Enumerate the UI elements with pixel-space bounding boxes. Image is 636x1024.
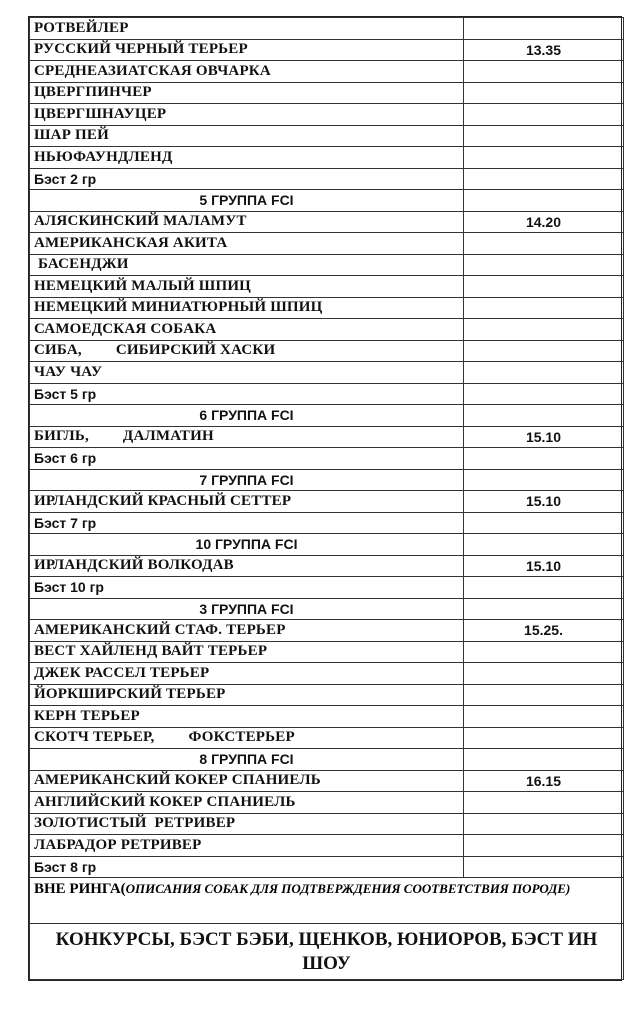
out-of-ring-cell [30, 878, 624, 924]
breed-row [30, 426, 624, 448]
ring-time [464, 18, 624, 40]
breed-name: ИРЛАНДСКИЙ ВОЛКОДАВ [30, 555, 464, 577]
ring-time [464, 663, 624, 685]
ring-time [464, 168, 624, 190]
breed-name: АЛЯСКИНСКИЙ МАЛАМУТ [30, 211, 464, 233]
group-header-row [30, 749, 624, 771]
ring-time [464, 727, 624, 749]
ring-time [464, 276, 624, 298]
ring-time [464, 147, 624, 169]
ring-time [464, 792, 624, 814]
breed-row [30, 104, 624, 126]
best-of-group-label: Бэст 10 гр [30, 577, 464, 599]
breed-name: ЙОРКШИРСКИЙ ТЕРЬЕР [30, 684, 464, 706]
breed-name: ЗОЛОТИСТЫЙ РЕТРИВЕР [30, 813, 464, 835]
best-of-group-row [30, 383, 624, 405]
ring-time [464, 82, 624, 104]
breed-name: НЬЮФАУНДЛЕНД [30, 147, 464, 169]
ring-time [464, 598, 624, 620]
group-title: 6 ГРУППА FCI [30, 405, 464, 427]
breed-name: НЕМЕЦКИЙ МАЛЫЙ ШПИЦ [30, 276, 464, 298]
ring-time [464, 534, 624, 556]
breed-row [30, 555, 624, 577]
out-of-ring-row [30, 878, 624, 924]
best-of-group-row [30, 577, 624, 599]
breed-row [30, 684, 624, 706]
breed-name: НЕМЕЦКИЙ МИНИАТЮРНЫЙ ШПИЦ [30, 297, 464, 319]
breed-name: КЕРН ТЕРЬЕР [30, 706, 464, 728]
breed-name: ФОКСТЕРЬЕР [188, 729, 295, 746]
ring-time [464, 706, 624, 728]
ring-time [464, 405, 624, 427]
breed-name: РОТВЕЙЛЕР [30, 18, 464, 40]
breed-row [30, 835, 624, 857]
breed-name: АМЕРИКАНСКИЙ СТАФ. ТЕРЬЕР [30, 620, 464, 642]
ring-time [464, 813, 624, 835]
breed-row [30, 770, 624, 792]
breed-row [30, 297, 624, 319]
group-header-row [30, 405, 624, 427]
ring-time [464, 233, 624, 255]
best-of-group-label: Бэст 5 гр [30, 383, 464, 405]
best-of-group-row [30, 512, 624, 534]
breed-row [30, 362, 624, 384]
breed-name: ВЕСТ ХАЙЛЕНД ВАЙТ ТЕРЬЕР [30, 641, 464, 663]
ring-time: 15.10 [464, 426, 624, 448]
out-of-ring-label: ВНЕ РИНГА( [34, 881, 126, 897]
best-of-group-label: Бэст 2 гр [30, 168, 464, 190]
breed-row [30, 620, 624, 642]
breed-name: ИРЛАНДСКИЙ КРАСНЫЙ СЕТТЕР [30, 491, 464, 513]
breed-name: РУССКИЙ ЧЕРНЫЙ ТЕРЬЕР [30, 39, 464, 61]
breed-row [30, 727, 624, 749]
breed-row [30, 706, 624, 728]
breed-row [30, 641, 624, 663]
breed-name: ЦВЕРГШНАУЦЕР [30, 104, 464, 126]
breed-name: АМЕРИКАНСКАЯ АКИТА [30, 233, 464, 255]
breed-row [30, 82, 624, 104]
best-of-group-row [30, 856, 624, 878]
schedule-rows [30, 18, 624, 878]
breed-name: ШАР ПЕЙ [30, 125, 464, 147]
schedule-sheet [28, 16, 622, 981]
ring-time [464, 125, 624, 147]
ring-time [464, 362, 624, 384]
breed-row [30, 147, 624, 169]
breed-name: ЛАБРАДОР РЕТРИВЕР [30, 835, 464, 857]
breed-row [30, 276, 624, 298]
final-contests-row [30, 924, 624, 980]
breed-name: ДАЛМАТИН [122, 428, 214, 445]
ring-time [464, 684, 624, 706]
ring-time [464, 104, 624, 126]
ring-time [464, 61, 624, 83]
ring-time [464, 340, 624, 362]
breed-row [30, 254, 624, 276]
breed-row [30, 663, 624, 685]
breed-name: СИБА, [34, 342, 82, 359]
group-header-row [30, 534, 624, 556]
breed-pair [30, 340, 464, 362]
breed-row [30, 813, 624, 835]
ring-time [464, 641, 624, 663]
breed-row [30, 319, 624, 341]
breed-name: ЦВЕРГПИНЧЕР [30, 82, 464, 104]
breed-row [30, 125, 624, 147]
breed-row [30, 211, 624, 233]
breed-name: СРЕДНЕАЗИАТСКАЯ ОВЧАРКА [30, 61, 464, 83]
group-header-row [30, 469, 624, 491]
ring-time [464, 835, 624, 857]
breed-name: БИГЛЬ, [34, 428, 89, 445]
best-of-group-label: Бэст 8 гр [30, 856, 464, 878]
ring-time [464, 856, 624, 878]
best-of-group-label: Бэст 6 гр [30, 448, 464, 470]
breed-name: ДЖЕК РАССЕЛ ТЕРЬЕР [30, 663, 464, 685]
breed-row [30, 491, 624, 513]
best-of-group-row [30, 168, 624, 190]
group-header-row [30, 190, 624, 212]
ring-time: 13.35 [464, 39, 624, 61]
final-contests-cell: КОНКУРСЫ, БЭСТ БЭБИ, ЩЕНКОВ, ЮНИОРОВ, БЭСТ ИН ШОУ [30, 924, 624, 980]
group-title: 7 ГРУППА FCI [30, 469, 464, 491]
breed-row [30, 340, 624, 362]
group-title: 3 ГРУППА FCI [30, 598, 464, 620]
group-title: 10 ГРУППА FCI [30, 534, 464, 556]
ring-time [464, 469, 624, 491]
breed-row [30, 233, 624, 255]
best-of-group-row [30, 448, 624, 470]
ring-time: 16.15 [464, 770, 624, 792]
ring-time: 14.20 [464, 211, 624, 233]
breed-row [30, 18, 624, 40]
breed-name: СКОТЧ ТЕРЬЕР, [34, 729, 155, 746]
ring-time [464, 749, 624, 771]
ring-time [464, 383, 624, 405]
ring-time: 15.10 [464, 491, 624, 513]
ring-time [464, 319, 624, 341]
ring-time [464, 297, 624, 319]
breed-name: СИБИРСКИЙ ХАСКИ [115, 342, 276, 359]
breed-row [30, 39, 624, 61]
ring-time: 15.10 [464, 555, 624, 577]
breed-name: САМОЕДСКАЯ СОБАКА [30, 319, 464, 341]
group-title: 8 ГРУППА FCI [30, 749, 464, 771]
ring-time [464, 190, 624, 212]
best-of-group-label: Бэст 7 гр [30, 512, 464, 534]
ring-time [464, 448, 624, 470]
group-header-row [30, 598, 624, 620]
breed-row [30, 792, 624, 814]
breed-name: БАСЕНДЖИ [30, 254, 464, 276]
schedule-table [29, 17, 624, 980]
ring-time [464, 254, 624, 276]
breed-pair [30, 727, 464, 749]
breed-name: АНГЛИЙСКИЙ КОКЕР СПАНИЕЛЬ [30, 792, 464, 814]
ring-time: 15.25. [464, 620, 624, 642]
out-of-ring-note: ОПИСАНИЯ СОБАК ДЛЯ ПОДТВЕРЖДЕНИЯ СООТВЕТСТВИЯ ПОРОДЕ) [125, 881, 571, 896]
breed-pair [30, 426, 464, 448]
ring-time [464, 512, 624, 534]
breed-row [30, 61, 624, 83]
breed-name: АМЕРИКАНСКИЙ КОКЕР СПАНИЕЛЬ [30, 770, 464, 792]
breed-name: ЧАУ ЧАУ [30, 362, 464, 384]
group-title: 5 ГРУППА FCI [30, 190, 464, 212]
ring-time [464, 577, 624, 599]
